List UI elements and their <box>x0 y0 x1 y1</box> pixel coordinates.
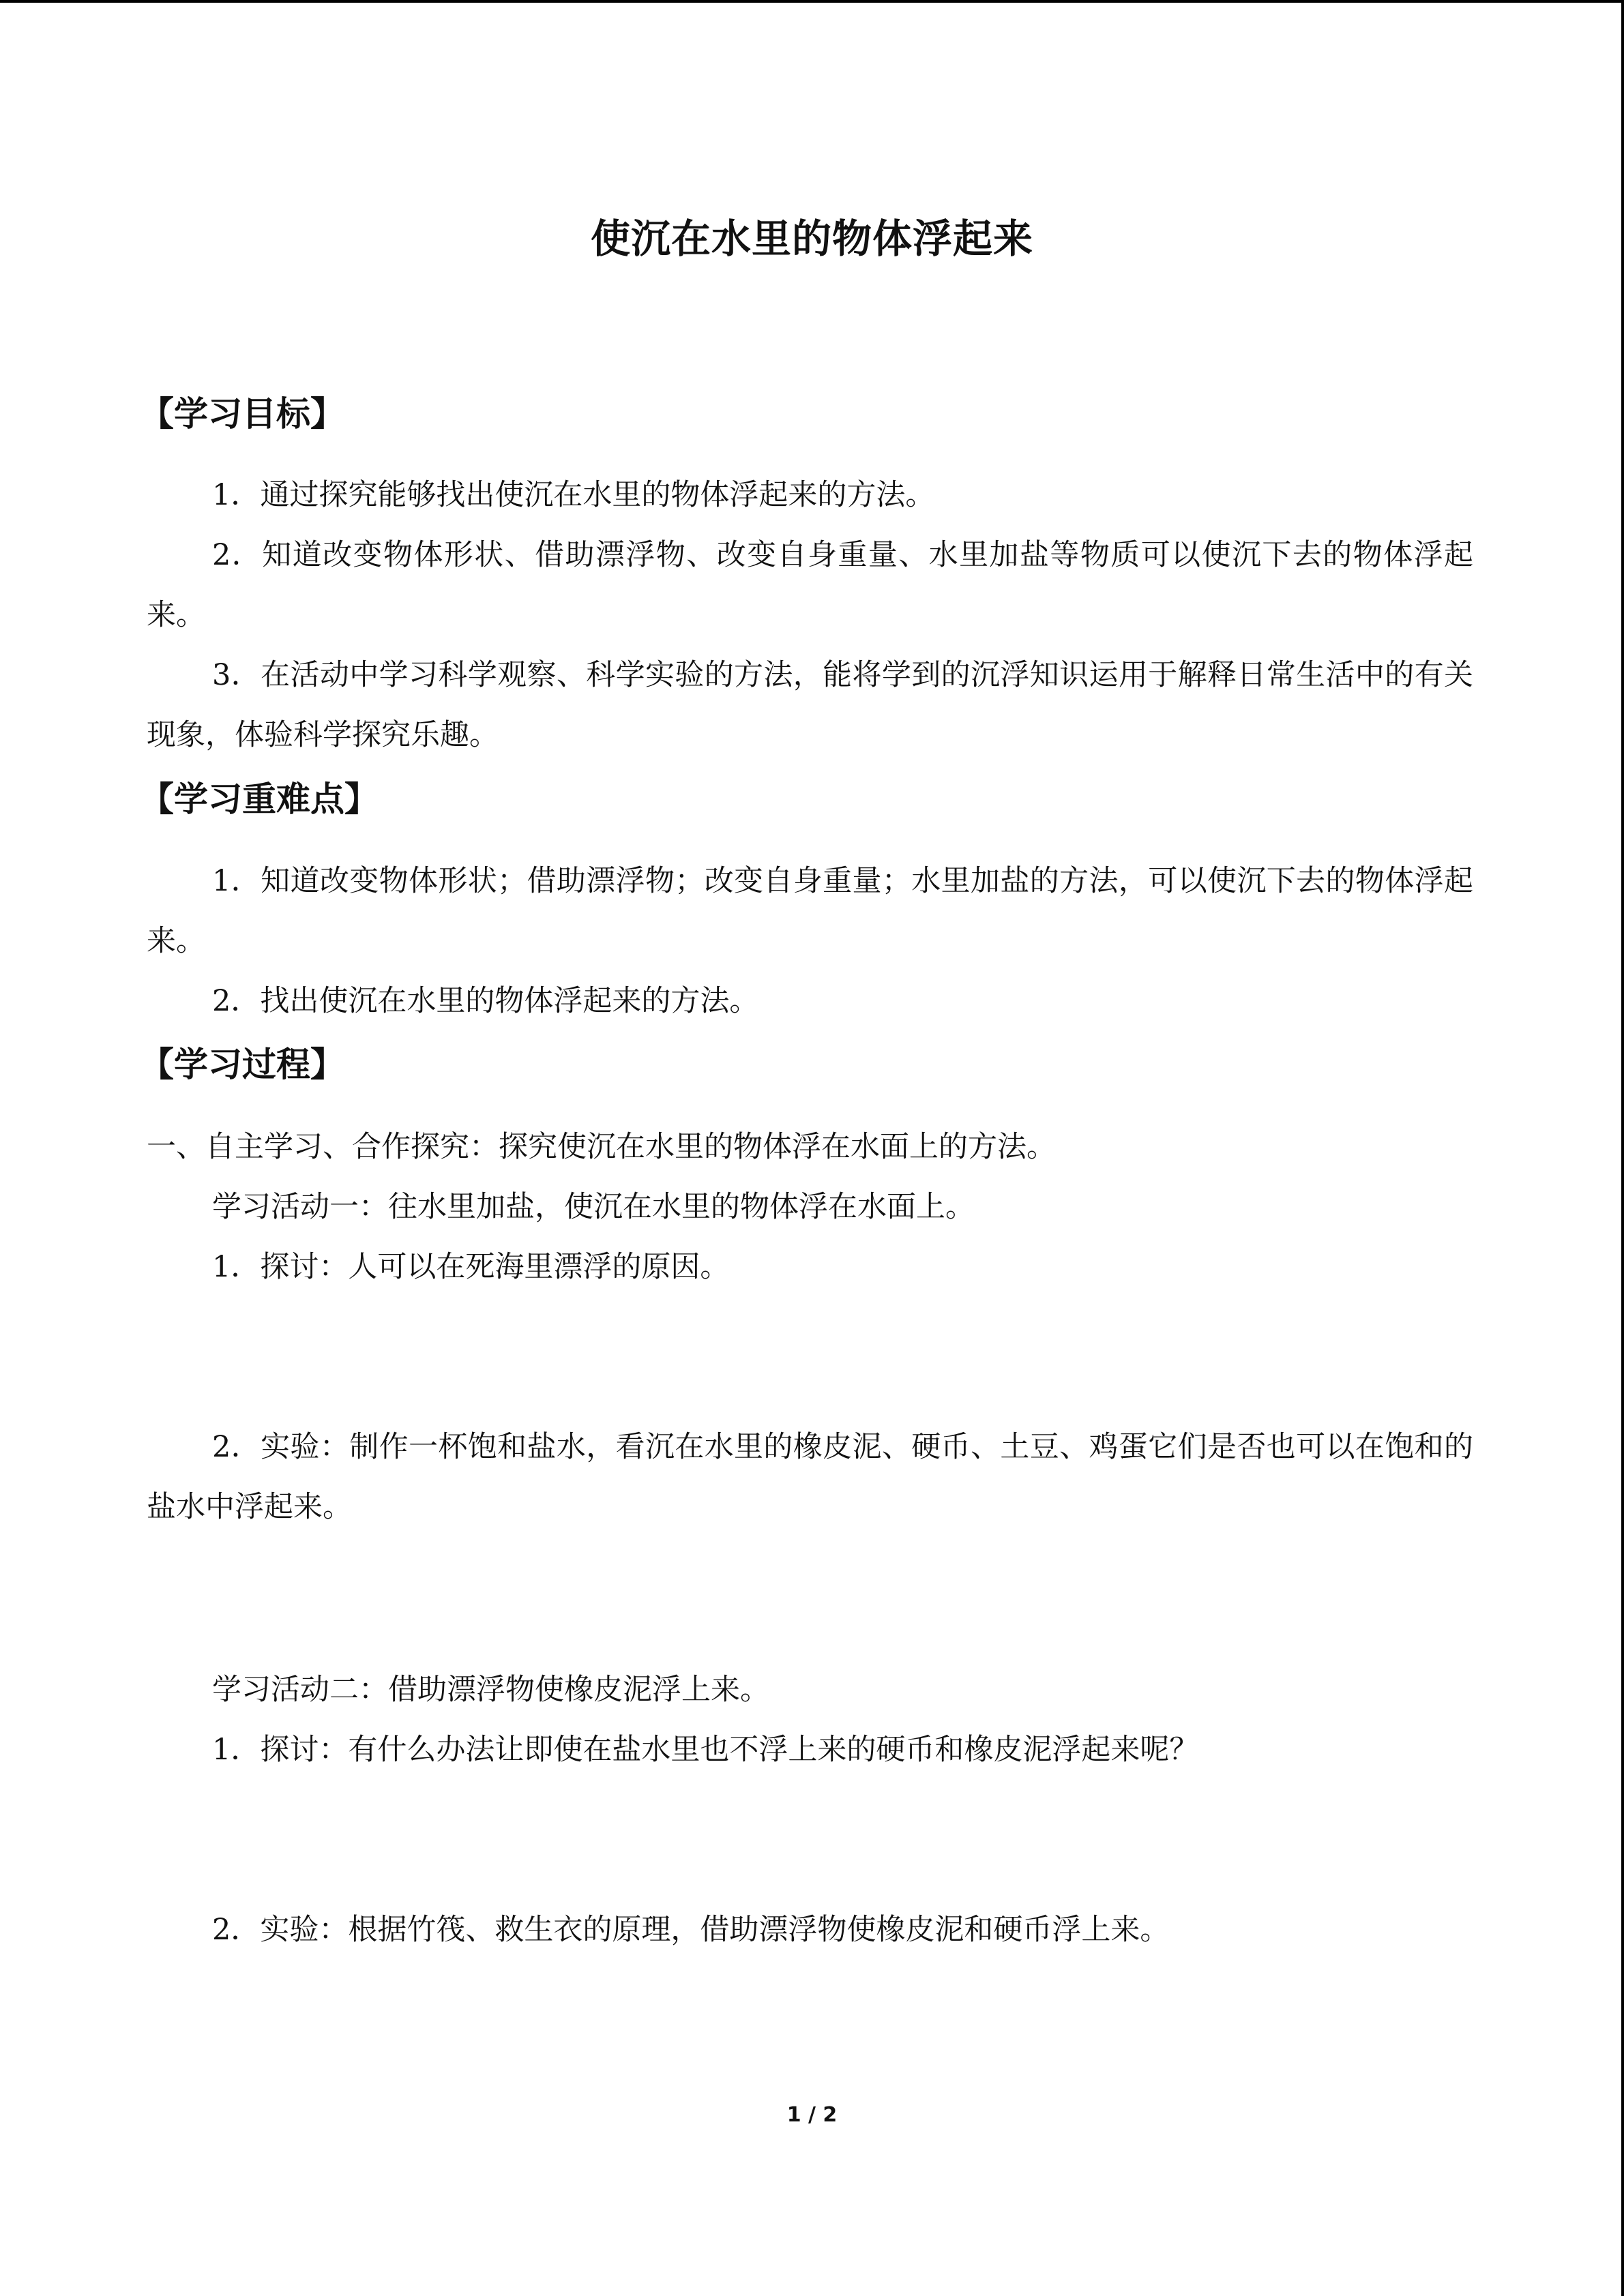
section-heading-goals: 【学习目标】 <box>140 394 344 434</box>
activity-1-item-1: 1．探讨：人可以在死海里漂浮的原因。 <box>212 1250 730 1284</box>
goal-item-1: 1．通过探究能够找出使沉在水里的物体浮起来的方法。 <box>212 478 935 512</box>
page-number: 1 / 2 <box>786 2103 838 2127</box>
activity-1-item-2: 2．实验：制作一杯饱和盐水，看沉在水里的橡皮泥、硬币、土豆、鸡蛋它们是否也可以在饱和的盐水中浮起来。 <box>147 1430 1473 1524</box>
key-point-item-2: 2．找出使沉在水里的物体浮起来的方法。 <box>212 984 759 1018</box>
key-point-item-1: 1．知道改变物体形状；借助漂浮物；改变自身重量；水里加盐的方法，可以使沉下去的物体浮起来。 <box>147 864 1473 958</box>
activity-2-title: 学习活动二：借助漂浮物使橡皮泥浮上来。 <box>212 1673 769 1707</box>
section-heading-key-points: 【学习重难点】 <box>140 779 379 819</box>
goal-item-3: 3．在活动中学习科学观察、科学实验的方法，能将学到的沉浮知识运用于解释日常生活中的有关现象，体验科学探究乐趣。 <box>147 658 1473 752</box>
document-title: 使沉在水里的物体浮起来 <box>590 215 1033 262</box>
activity-2-item-2: 2．实验：根据竹筏、救生衣的原理，借助漂浮物使橡皮泥和硬币浮上来。 <box>212 1913 1170 1947</box>
page-top-border <box>0 0 1624 3</box>
process-intro: 一、自主学习、合作探究：探究使沉在水里的物体浮在水面上的方法。 <box>147 1130 1056 1164</box>
activity-2-item-1: 1．探讨：有什么办法让即使在盐水里也不浮上来的硬币和橡皮泥浮起来呢？ <box>212 1733 1199 1767</box>
activity-1-title: 学习活动一：往水里加盐，使沉在水里的物体浮在水面上。 <box>212 1190 975 1224</box>
section-heading-process: 【学习过程】 <box>140 1045 344 1084</box>
goal-item-2: 2．知道改变物体形状、借助漂浮物、改变自身重量、水里加盐等物质可以使沉下去的物体浮起来。 <box>147 538 1473 632</box>
page-right-border <box>1621 0 1624 2296</box>
